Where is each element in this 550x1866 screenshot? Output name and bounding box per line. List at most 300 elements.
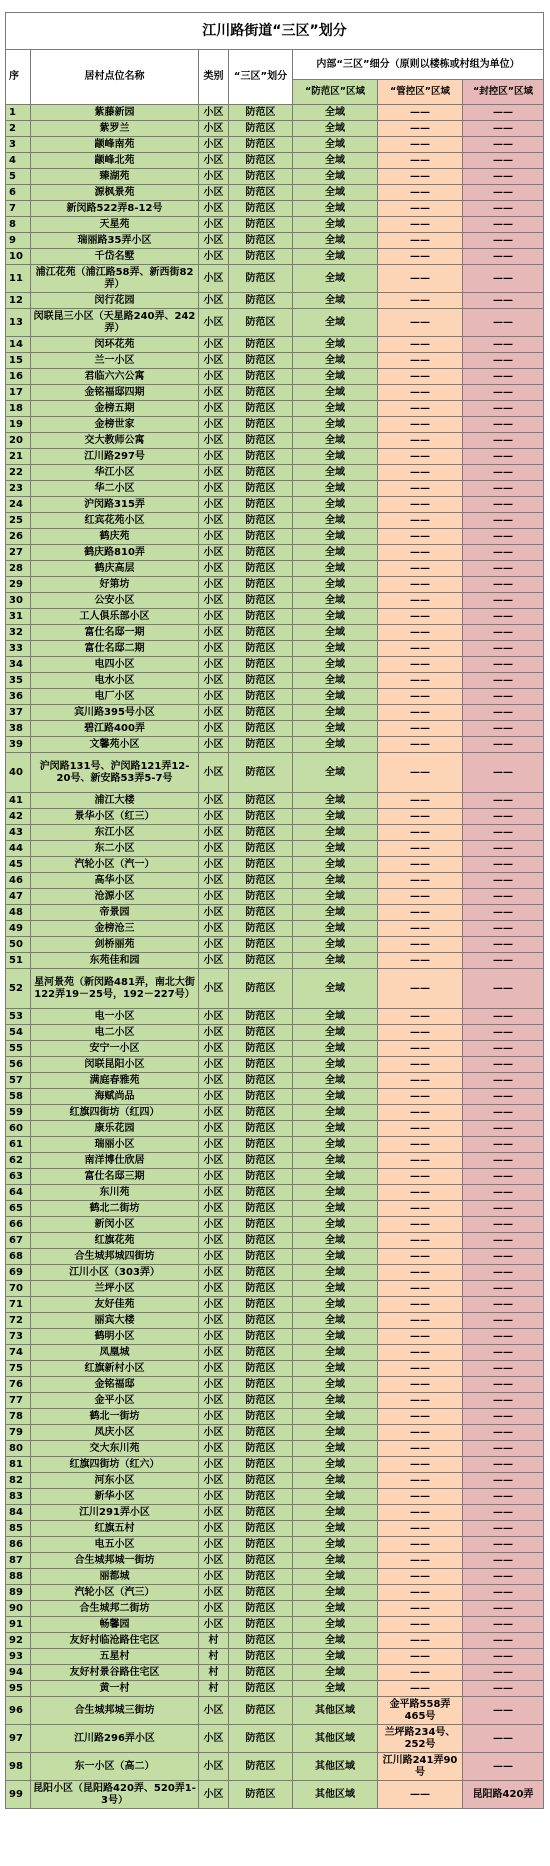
cell-name: 河东小区 (31, 1473, 199, 1489)
cell-fangfan: 全域 (293, 309, 378, 337)
cell-fengkong: —— (463, 1345, 544, 1361)
cell-seq: 57 (6, 1073, 31, 1089)
cell-fangfan: 全域 (293, 1537, 378, 1553)
cell-zone: 防范区 (229, 953, 293, 969)
table-row (6, 497, 544, 513)
cell-fangfan: 全域 (293, 201, 378, 217)
cell-fangfan: 全域 (293, 873, 378, 889)
table-row (6, 1201, 544, 1217)
table-row (6, 169, 544, 185)
cell-fangfan: 全域 (293, 1009, 378, 1025)
cell-guankong: —— (378, 513, 463, 529)
cell-name: 紫罗兰 (31, 121, 199, 137)
cell-zone: 防范区 (229, 1489, 293, 1505)
cell-seq: 55 (6, 1041, 31, 1057)
cell-guankong: —— (378, 169, 463, 185)
cell-guankong: —— (378, 905, 463, 921)
cell-fengkong: —— (463, 673, 544, 689)
cell-fengkong: —— (463, 657, 544, 673)
cell-guankong: —— (378, 937, 463, 953)
cell-type: 小区 (199, 1105, 229, 1121)
cell-guankong: —— (378, 1089, 463, 1105)
cell-fangfan: 全域 (293, 217, 378, 233)
cell-zone: 防范区 (229, 1633, 293, 1649)
cell-seq: 83 (6, 1489, 31, 1505)
cell-seq: 14 (6, 337, 31, 353)
cell-fengkong: —— (463, 1441, 544, 1457)
cell-type: 小区 (199, 1313, 229, 1329)
cell-fangfan: 全域 (293, 265, 378, 293)
cell-seq: 96 (6, 1697, 31, 1725)
table-row (6, 233, 544, 249)
cell-seq: 78 (6, 1409, 31, 1425)
cell-name: 康乐花园 (31, 1121, 199, 1137)
cell-fangfan: 全域 (293, 353, 378, 369)
cell-seq: 86 (6, 1537, 31, 1553)
cell-fengkong: —— (463, 385, 544, 401)
cell-zone: 防范区 (229, 1073, 293, 1089)
cell-seq: 62 (6, 1153, 31, 1169)
cell-fengkong: —— (463, 201, 544, 217)
cell-guankong: —— (378, 1569, 463, 1585)
cell-fengkong: —— (463, 121, 544, 137)
cell-fangfan: 全域 (293, 169, 378, 185)
cell-name: 满庭春雅苑 (31, 1073, 199, 1089)
cell-guankong: —— (378, 657, 463, 673)
cell-zone: 防范区 (229, 1329, 293, 1345)
cell-type: 小区 (199, 1121, 229, 1137)
cell-seq: 10 (6, 249, 31, 265)
cell-name: 沪闵路131号、沪闵路121弄12-20号、新安路53弄5-7号 (31, 753, 199, 793)
cell-fangfan: 全域 (293, 1169, 378, 1185)
cell-zone: 防范区 (229, 825, 293, 841)
table-row (6, 201, 544, 217)
cell-guankong: —— (378, 1137, 463, 1153)
cell-fangfan: 全域 (293, 1089, 378, 1105)
cell-name: 合生城邦城一街坊 (31, 1553, 199, 1569)
cell-type: 小区 (199, 857, 229, 873)
cell-fengkong: —— (463, 1601, 544, 1617)
cell-type: 小区 (199, 1425, 229, 1441)
table-row (6, 401, 544, 417)
cell-type: 小区 (199, 1137, 229, 1153)
cell-name: 兰坪小区 (31, 1281, 199, 1297)
cell-guankong: —— (378, 593, 463, 609)
cell-guankong: —— (378, 889, 463, 905)
cell-seq: 37 (6, 705, 31, 721)
cell-fengkong: —— (463, 185, 544, 201)
cell-seq: 93 (6, 1649, 31, 1665)
cell-guankong: —— (378, 1105, 463, 1121)
table-row (6, 1329, 544, 1345)
cell-fangfan: 全域 (293, 1217, 378, 1233)
cell-fengkong: —— (463, 905, 544, 921)
cell-guankong: 金平路558弄465号 (378, 1697, 463, 1725)
table-row (6, 1025, 544, 1041)
cell-type: 小区 (199, 1409, 229, 1425)
table-row (6, 1457, 544, 1473)
cell-name: 红旗四街坊（红六） (31, 1457, 199, 1473)
cell-name: 合生城邦二街坊 (31, 1601, 199, 1617)
cell-name: 电厂小区 (31, 689, 199, 705)
table-body (6, 105, 544, 1809)
table-row (6, 1137, 544, 1153)
cell-type: 村 (199, 1633, 229, 1649)
cell-name: 丽宾大楼 (31, 1313, 199, 1329)
cell-fengkong: —— (463, 153, 544, 169)
cell-seq: 6 (6, 185, 31, 201)
cell-name: 闵行花园 (31, 293, 199, 309)
cell-type: 小区 (199, 1057, 229, 1073)
cell-fangfan: 全域 (293, 857, 378, 873)
cell-fengkong: —— (463, 841, 544, 857)
cell-fangfan: 全域 (293, 1185, 378, 1201)
cell-type: 小区 (199, 265, 229, 293)
table-row (6, 1313, 544, 1329)
cell-type: 小区 (199, 1201, 229, 1217)
cell-seq: 39 (6, 737, 31, 753)
cell-name: 鹤北一街坊 (31, 1409, 199, 1425)
cell-type: 小区 (199, 497, 229, 513)
cell-type: 小区 (199, 293, 229, 309)
cell-name: 新闵小区 (31, 1217, 199, 1233)
cell-zone: 防范区 (229, 593, 293, 609)
table-row (6, 1601, 544, 1617)
cell-fengkong: —— (463, 1201, 544, 1217)
cell-fangfan: 全域 (293, 841, 378, 857)
table-row (6, 689, 544, 705)
cell-fangfan: 全域 (293, 641, 378, 657)
cell-fengkong: —— (463, 309, 544, 337)
cell-seq: 2 (6, 121, 31, 137)
cell-fengkong: —— (463, 753, 544, 793)
cell-name: 天星苑 (31, 217, 199, 233)
cell-zone: 防范区 (229, 401, 293, 417)
cell-guankong: —— (378, 1553, 463, 1569)
table-row (6, 1473, 544, 1489)
cell-fengkong: —— (463, 1377, 544, 1393)
cell-type: 小区 (199, 1725, 229, 1753)
cell-name: 红旗五村 (31, 1521, 199, 1537)
cell-zone: 防范区 (229, 705, 293, 721)
cell-fangfan: 全域 (293, 293, 378, 309)
cell-type: 小区 (199, 937, 229, 953)
cell-fangfan: 全域 (293, 1489, 378, 1505)
cell-seq: 25 (6, 513, 31, 529)
cell-fengkong: —— (463, 1009, 544, 1025)
table-row (6, 721, 544, 737)
cell-fangfan: 全域 (293, 1633, 378, 1649)
cell-name: 闵环花苑 (31, 337, 199, 353)
cell-seq: 79 (6, 1425, 31, 1441)
cell-zone: 防范区 (229, 1617, 293, 1633)
cell-seq: 58 (6, 1089, 31, 1105)
cell-guankong: —— (378, 1041, 463, 1057)
cell-type: 小区 (199, 657, 229, 673)
cell-name: 江川路297号 (31, 449, 199, 465)
cell-guankong: —— (378, 1505, 463, 1521)
cell-type: 小区 (199, 1505, 229, 1521)
cell-seq: 94 (6, 1665, 31, 1681)
table-row (6, 593, 544, 609)
cell-zone: 防范区 (229, 1361, 293, 1377)
zoning-table (5, 12, 544, 1809)
cell-type: 小区 (199, 121, 229, 137)
table-row (6, 1377, 544, 1393)
cell-fengkong: —— (463, 1233, 544, 1249)
cell-type: 小区 (199, 449, 229, 465)
cell-type: 小区 (199, 1073, 229, 1089)
cell-type: 小区 (199, 513, 229, 529)
cell-zone: 防范区 (229, 1425, 293, 1441)
table-row (6, 1521, 544, 1537)
cell-fengkong: —— (463, 721, 544, 737)
cell-guankong: —— (378, 753, 463, 793)
cell-seq: 74 (6, 1345, 31, 1361)
cell-fangfan: 全域 (293, 593, 378, 609)
cell-type: 小区 (199, 1489, 229, 1505)
cell-fangfan: 全域 (293, 921, 378, 937)
cell-zone: 防范区 (229, 417, 293, 433)
cell-guankong: —— (378, 401, 463, 417)
cell-guankong: —— (378, 1585, 463, 1601)
cell-zone: 防范区 (229, 721, 293, 737)
cell-seq: 12 (6, 293, 31, 309)
cell-fangfan: 全域 (293, 1521, 378, 1537)
cell-guankong: —— (378, 793, 463, 809)
cell-fangfan: 全域 (293, 1681, 378, 1697)
cell-seq: 52 (6, 969, 31, 1009)
table-row (6, 625, 544, 641)
cell-fangfan: 全域 (293, 401, 378, 417)
cell-fangfan: 全域 (293, 1553, 378, 1569)
cell-fengkong: —— (463, 825, 544, 841)
cell-seq: 48 (6, 905, 31, 921)
cell-zone: 防范区 (229, 625, 293, 641)
cell-fangfan: 其他区域 (293, 1781, 378, 1809)
cell-seq: 32 (6, 625, 31, 641)
table-row (6, 1441, 544, 1457)
cell-fengkong: —— (463, 609, 544, 625)
cell-guankong: —— (378, 609, 463, 625)
cell-seq: 84 (6, 1505, 31, 1521)
cell-name: 文馨苑小区 (31, 737, 199, 753)
cell-name: 沪闵路315弄 (31, 497, 199, 513)
cell-fengkong: —— (463, 481, 544, 497)
cell-type: 小区 (199, 433, 229, 449)
cell-zone: 防范区 (229, 1537, 293, 1553)
cell-guankong: —— (378, 1633, 463, 1649)
cell-fangfan: 其他区域 (293, 1697, 378, 1725)
cell-fengkong: —— (463, 1489, 544, 1505)
cell-fengkong: —— (463, 921, 544, 937)
cell-type: 小区 (199, 137, 229, 153)
cell-type: 小区 (199, 309, 229, 337)
cell-name: 电四小区 (31, 657, 199, 673)
cell-zone: 防范区 (229, 889, 293, 905)
cell-type: 小区 (199, 545, 229, 561)
cell-guankong: —— (378, 385, 463, 401)
cell-seq: 46 (6, 873, 31, 889)
cell-fengkong: —— (463, 1217, 544, 1233)
cell-zone: 防范区 (229, 309, 293, 337)
cell-fangfan: 全域 (293, 705, 378, 721)
cell-zone: 防范区 (229, 1697, 293, 1725)
cell-name: 星河景苑（新闵路481弄，南北大街122弄19－25号，192－227号） (31, 969, 199, 1009)
header-fengkong: “封控区”区域 (463, 80, 544, 105)
cell-name: 江川291弄小区 (31, 1505, 199, 1521)
cell-type: 小区 (199, 1553, 229, 1569)
cell-fengkong: —— (463, 1649, 544, 1665)
cell-fangfan: 全域 (293, 1649, 378, 1665)
cell-fangfan: 全域 (293, 1601, 378, 1617)
cell-guankong: —— (378, 1781, 463, 1809)
cell-name: 景华小区（红三） (31, 809, 199, 825)
cell-fengkong: —— (463, 1633, 544, 1649)
cell-seq: 67 (6, 1233, 31, 1249)
cell-fengkong: —— (463, 1329, 544, 1345)
cell-fangfan: 全域 (293, 481, 378, 497)
cell-guankong: —— (378, 265, 463, 293)
cell-seq: 43 (6, 825, 31, 841)
cell-guankong: —— (378, 249, 463, 265)
cell-name: 高华小区 (31, 873, 199, 889)
cell-seq: 71 (6, 1297, 31, 1313)
cell-type: 小区 (199, 1329, 229, 1345)
cell-zone: 防范区 (229, 1345, 293, 1361)
cell-guankong: —— (378, 309, 463, 337)
cell-fengkong: —— (463, 1297, 544, 1313)
cell-fangfan: 全域 (293, 1153, 378, 1169)
cell-name: 合生城邦城三街坊 (31, 1697, 199, 1725)
cell-type: 小区 (199, 385, 229, 401)
cell-zone: 防范区 (229, 841, 293, 857)
cell-type: 小区 (199, 1249, 229, 1265)
cell-seq: 9 (6, 233, 31, 249)
cell-guankong: —— (378, 1617, 463, 1633)
cell-fengkong: —— (463, 249, 544, 265)
cell-fangfan: 全域 (293, 433, 378, 449)
header-guankong: “管控区”区域 (378, 80, 463, 105)
cell-fangfan: 全域 (293, 1361, 378, 1377)
cell-type: 村 (199, 1681, 229, 1697)
cell-seq: 89 (6, 1585, 31, 1601)
table-row (6, 385, 544, 401)
table-row (6, 265, 544, 293)
cell-guankong: —— (378, 1057, 463, 1073)
cell-seq: 82 (6, 1473, 31, 1489)
cell-guankong: —— (378, 1217, 463, 1233)
cell-guankong: —— (378, 465, 463, 481)
cell-fangfan: 全域 (293, 609, 378, 625)
cell-seq: 42 (6, 809, 31, 825)
cell-type: 小区 (199, 185, 229, 201)
cell-name: 红旗四街坊（红四） (31, 1105, 199, 1121)
cell-guankong: —— (378, 233, 463, 249)
cell-seq: 98 (6, 1753, 31, 1781)
cell-zone: 防范区 (229, 921, 293, 937)
cell-name: 合生城邦城四街坊 (31, 1249, 199, 1265)
cell-type: 小区 (199, 825, 229, 841)
cell-name: 闵联昆三小区（天星路240弄、242弄） (31, 309, 199, 337)
cell-guankong: —— (378, 353, 463, 369)
table-row (6, 641, 544, 657)
table-row (6, 249, 544, 265)
cell-zone: 防范区 (229, 1457, 293, 1473)
cell-seq: 53 (6, 1009, 31, 1025)
cell-guankong: —— (378, 561, 463, 577)
cell-seq: 54 (6, 1025, 31, 1041)
cell-name: 公安小区 (31, 593, 199, 609)
cell-fengkong: —— (463, 369, 544, 385)
table-title: 江川路街道“三区”划分 (6, 13, 544, 50)
cell-guankong: —— (378, 293, 463, 309)
cell-name: 帝景园 (31, 905, 199, 921)
cell-guankong: —— (378, 857, 463, 873)
cell-name: 畅馨园 (31, 1617, 199, 1633)
cell-fengkong: —— (463, 449, 544, 465)
cell-name: 交大东川苑 (31, 1441, 199, 1457)
cell-fengkong: —— (463, 969, 544, 1009)
cell-fengkong: —— (463, 1393, 544, 1409)
cell-seq: 76 (6, 1377, 31, 1393)
table-row (6, 121, 544, 137)
cell-guankong: —— (378, 1281, 463, 1297)
cell-fengkong: —— (463, 737, 544, 753)
cell-fangfan: 全域 (293, 969, 378, 1009)
cell-fengkong: —— (463, 105, 544, 121)
header-fangfan: “防范区”区域 (293, 80, 378, 105)
cell-seq: 17 (6, 385, 31, 401)
cell-fangfan: 其他区域 (293, 1725, 378, 1753)
table-row (6, 1425, 544, 1441)
cell-seq: 19 (6, 417, 31, 433)
cell-fangfan: 全域 (293, 625, 378, 641)
cell-zone: 防范区 (229, 465, 293, 481)
cell-seq: 3 (6, 137, 31, 153)
cell-fangfan: 全域 (293, 1201, 378, 1217)
cell-name: 交大教师公寓 (31, 433, 199, 449)
cell-fangfan: 全域 (293, 721, 378, 737)
cell-seq: 56 (6, 1057, 31, 1073)
cell-type: 小区 (199, 1601, 229, 1617)
cell-guankong: —— (378, 137, 463, 153)
cell-name: 友好村景谷路住宅区 (31, 1665, 199, 1681)
cell-type: 小区 (199, 889, 229, 905)
cell-name: 友好佳苑 (31, 1297, 199, 1313)
cell-zone: 防范区 (229, 137, 293, 153)
cell-guankong: —— (378, 625, 463, 641)
cell-fengkong: —— (463, 545, 544, 561)
table-row (6, 1169, 544, 1185)
table-row (6, 1041, 544, 1057)
cell-type: 小区 (199, 873, 229, 889)
cell-seq: 4 (6, 153, 31, 169)
table-row (6, 1505, 544, 1521)
cell-zone: 防范区 (229, 857, 293, 873)
cell-type: 小区 (199, 417, 229, 433)
cell-guankong: —— (378, 529, 463, 545)
cell-seq: 15 (6, 353, 31, 369)
table-row (6, 1089, 544, 1105)
cell-seq: 72 (6, 1313, 31, 1329)
cell-zone: 防范区 (229, 905, 293, 921)
cell-name: 金铭福邸 (31, 1377, 199, 1393)
cell-type: 村 (199, 1649, 229, 1665)
cell-fengkong: —— (463, 1569, 544, 1585)
cell-seq: 1 (6, 105, 31, 121)
cell-guankong: —— (378, 1601, 463, 1617)
